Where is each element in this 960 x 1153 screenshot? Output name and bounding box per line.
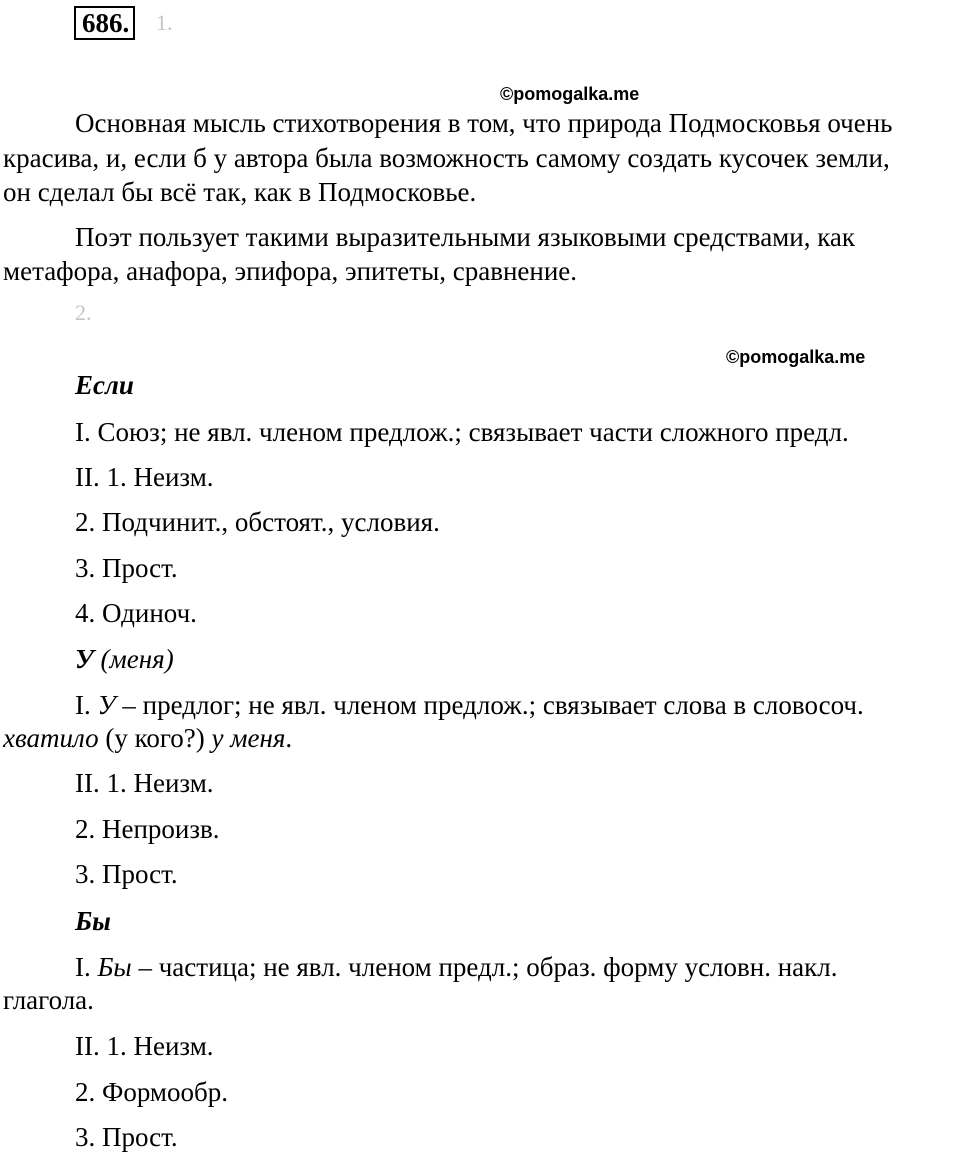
by-line-word: Бы: [97, 952, 132, 982]
u-line-word: У: [97, 690, 116, 720]
paragraph1-line: он сделал бы всё так, как в Подмосковье.: [3, 177, 477, 207]
esli-line: 3. Прост.: [75, 553, 178, 583]
heading-u-rest: (меня): [93, 644, 174, 674]
u-line-mid: (у кого?): [98, 723, 212, 753]
by-line: 2. Формообр.: [75, 1077, 228, 1107]
section-heading-u: [75, 644, 174, 674]
paragraph2-line: Поэт пользует такими выразительными языковыми средствами, как: [75, 222, 856, 252]
by-line: II. 1. Неизм.: [75, 1031, 214, 1061]
u-line-word: хватило: [3, 723, 99, 753]
u-line-end: .: [285, 723, 293, 753]
watermark: ©pomogalka.me: [726, 347, 866, 367]
esli-line: 4. Одиноч.: [75, 598, 197, 628]
by-line: 3. Прост.: [75, 1122, 178, 1152]
u-line-rest: – предлог; не явл. членом предлож.; связывает слова в словосоч.: [115, 690, 864, 720]
by-line: [75, 952, 838, 982]
u-line: II. 1. Неизм.: [75, 768, 214, 798]
paragraph1-line: красива, и, если б у автора была возможность самому создать кусочек земли,: [3, 143, 890, 173]
paragraph2-line: метафора, анафора, эпифора, эпитеты, сравнение.: [3, 256, 578, 286]
section-heading-esli: Если: [75, 370, 134, 400]
u-line: [75, 690, 864, 720]
watermark: ©pomogalka.me: [500, 84, 640, 104]
by-line-prefix: I.: [75, 952, 98, 982]
part1-marker: 1.: [156, 10, 173, 35]
paragraph1-line: Основная мысль стихотворения в том, что природа Подмосковья очень: [75, 108, 893, 138]
u-line-prefix: I.: [75, 690, 98, 720]
part2-marker: 2.: [75, 300, 92, 325]
esli-line: I. Союз; не явл. членом предлож.; связывает части сложного предл.: [75, 417, 849, 447]
esli-line: II. 1. Неизм.: [75, 462, 214, 492]
u-line: [3, 723, 292, 753]
section-heading-by: Бы: [75, 906, 111, 936]
exercise-number: 686.: [74, 6, 135, 40]
u-line-word: у меня: [211, 723, 286, 753]
by-line: глагола.: [3, 985, 94, 1015]
by-line-rest: – частица; не явл. членом предл.; образ. форму условн. накл.: [131, 952, 838, 982]
heading-u-bold: У: [75, 644, 94, 674]
esli-line: 2. Подчинит., обстоят., условия.: [75, 507, 440, 537]
u-line: 3. Прост.: [75, 859, 178, 889]
u-line: 2. Непроизв.: [75, 814, 220, 844]
